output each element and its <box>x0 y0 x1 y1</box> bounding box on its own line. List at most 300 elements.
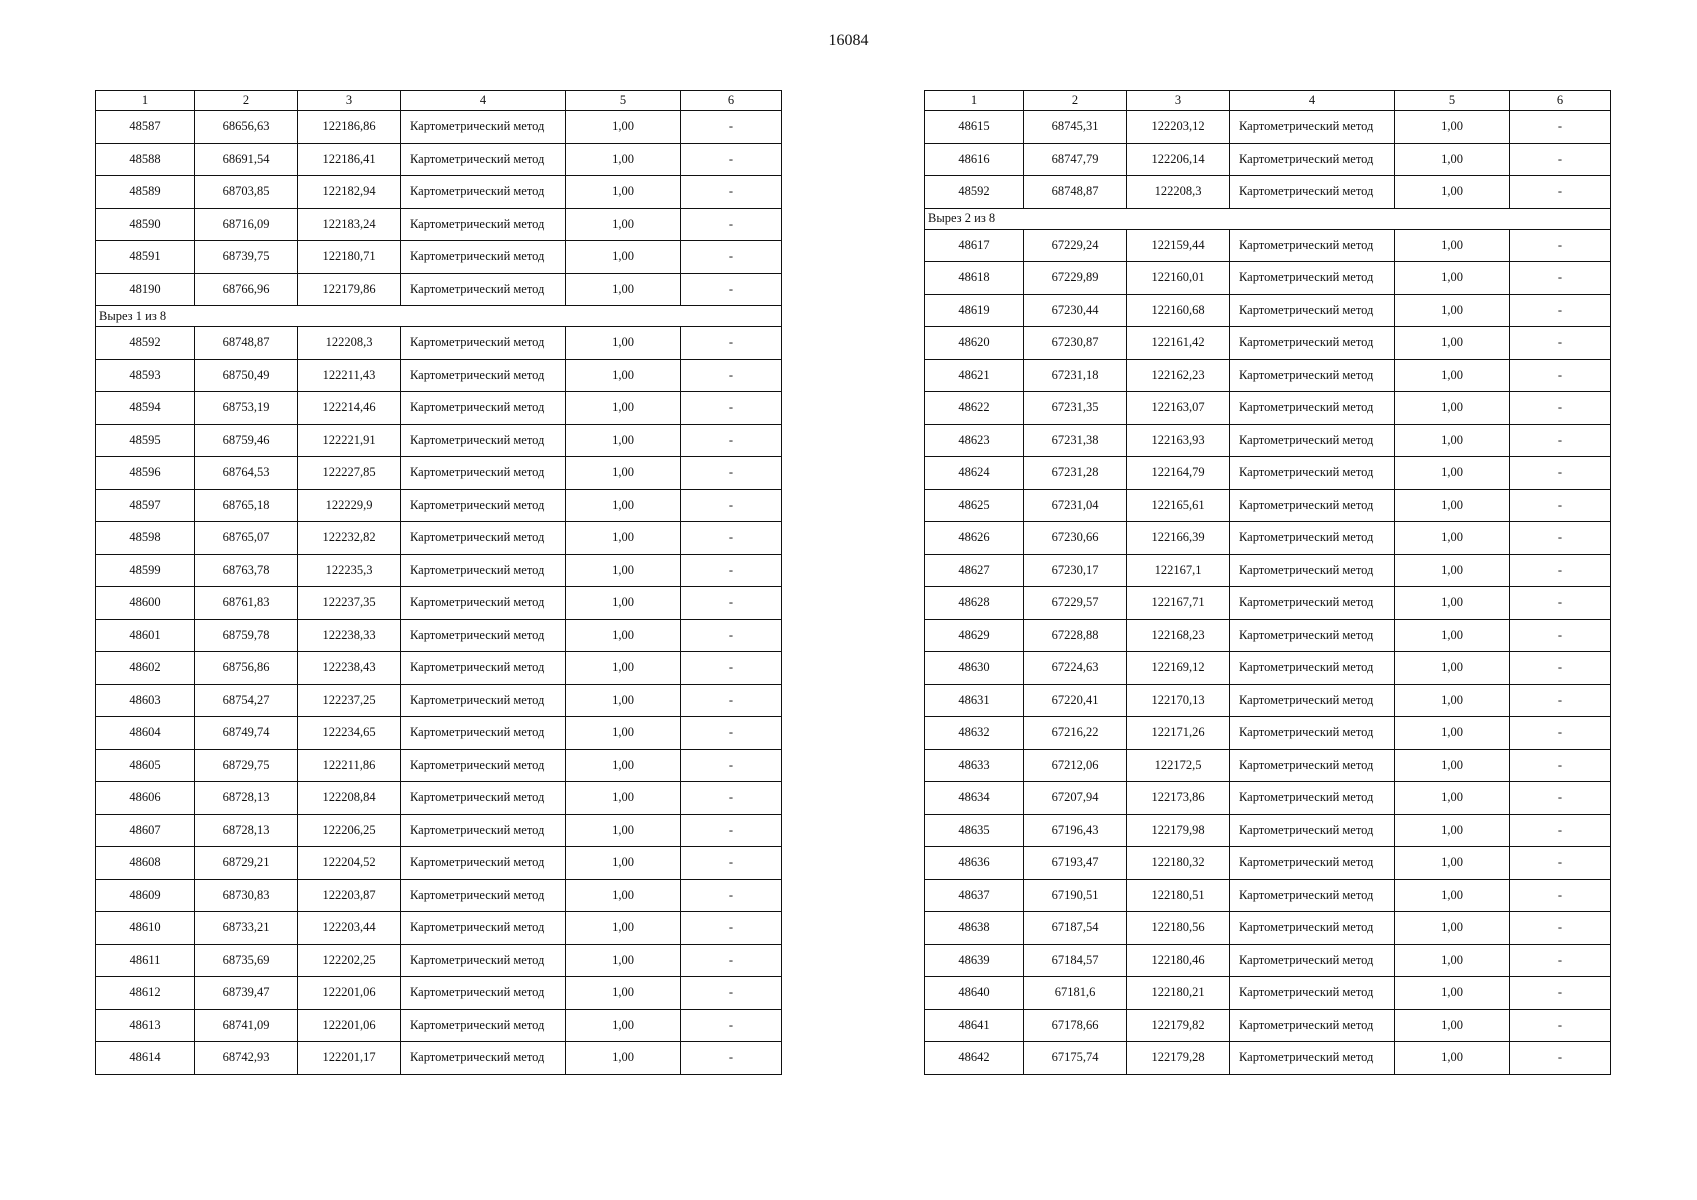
column-header: 4 <box>401 91 566 111</box>
description-cell: - <box>1510 327 1611 360</box>
method-cell: Картометрический метод <box>401 977 566 1010</box>
point-number-cell: 48597 <box>96 489 195 522</box>
x-coordinate-cell: 67230,87 <box>1024 327 1127 360</box>
description-cell: - <box>681 652 782 685</box>
y-coordinate-cell: 122173,86 <box>1127 782 1230 815</box>
x-coordinate-cell: 68766,96 <box>195 273 298 306</box>
point-number-cell: 48628 <box>925 587 1024 620</box>
table-row <box>925 879 1611 912</box>
description-cell: - <box>1510 1009 1611 1042</box>
x-coordinate-cell: 68761,83 <box>195 587 298 620</box>
description-cell: - <box>1510 554 1611 587</box>
table-row <box>96 111 782 144</box>
method-cell: Картометрический метод <box>401 619 566 652</box>
section-row <box>96 306 782 327</box>
point-number-cell: 48617 <box>925 229 1024 262</box>
description-cell: - <box>1510 522 1611 555</box>
method-cell: Картометрический метод <box>401 1009 566 1042</box>
point-number-cell: 48627 <box>925 554 1024 587</box>
point-number-cell: 48621 <box>925 359 1024 392</box>
method-cell: Картометрический метод <box>1230 327 1395 360</box>
table-row <box>96 912 782 945</box>
table-row <box>96 749 782 782</box>
x-coordinate-cell: 68729,21 <box>195 847 298 880</box>
description-cell: - <box>1510 359 1611 392</box>
y-coordinate-cell: 122208,84 <box>298 782 401 815</box>
point-number-cell: 48633 <box>925 749 1024 782</box>
method-cell: Картометрический метод <box>1230 424 1395 457</box>
description-cell: - <box>1510 176 1611 209</box>
description-cell: - <box>681 814 782 847</box>
y-coordinate-cell: 122203,12 <box>1127 111 1230 144</box>
x-coordinate-cell: 68759,78 <box>195 619 298 652</box>
table-row <box>96 717 782 750</box>
y-coordinate-cell: 122238,33 <box>298 619 401 652</box>
x-coordinate-cell: 67231,18 <box>1024 359 1127 392</box>
accuracy-cell: 1,00 <box>1395 652 1510 685</box>
description-cell: - <box>681 554 782 587</box>
accuracy-cell: 1,00 <box>566 522 681 555</box>
method-cell: Картометрический метод <box>401 684 566 717</box>
point-number-cell: 48606 <box>96 782 195 815</box>
table-row <box>96 522 782 555</box>
y-coordinate-cell: 122167,1 <box>1127 554 1230 587</box>
point-number-cell: 48600 <box>96 587 195 620</box>
x-coordinate-cell: 67220,41 <box>1024 684 1127 717</box>
point-number-cell: 48638 <box>925 912 1024 945</box>
description-cell: - <box>681 241 782 274</box>
x-coordinate-cell: 68756,86 <box>195 652 298 685</box>
table-row <box>925 1009 1611 1042</box>
y-coordinate-cell: 122186,41 <box>298 143 401 176</box>
x-coordinate-cell: 68739,47 <box>195 977 298 1010</box>
table-row <box>925 619 1611 652</box>
accuracy-cell: 1,00 <box>1395 392 1510 425</box>
method-cell: Картометрический метод <box>401 782 566 815</box>
x-coordinate-cell: 68742,93 <box>195 1042 298 1075</box>
description-cell: - <box>681 208 782 241</box>
column-header: 2 <box>195 91 298 111</box>
accuracy-cell: 1,00 <box>566 176 681 209</box>
point-number-cell: 48599 <box>96 554 195 587</box>
y-coordinate-cell: 122161,42 <box>1127 327 1230 360</box>
description-cell: - <box>681 782 782 815</box>
table-row <box>925 684 1611 717</box>
table-row <box>925 262 1611 295</box>
description-cell: - <box>1510 749 1611 782</box>
table-row <box>925 294 1611 327</box>
point-number-cell: 48590 <box>96 208 195 241</box>
table-row <box>925 457 1611 490</box>
table-row <box>96 208 782 241</box>
y-coordinate-cell: 122163,07 <box>1127 392 1230 425</box>
point-number-cell: 48623 <box>925 424 1024 457</box>
description-cell: - <box>681 912 782 945</box>
x-coordinate-cell: 68759,46 <box>195 424 298 457</box>
point-number-cell: 48637 <box>925 879 1024 912</box>
description-cell: - <box>1510 977 1611 1010</box>
table-row <box>925 554 1611 587</box>
y-coordinate-cell: 122201,17 <box>298 1042 401 1075</box>
point-number-cell: 48598 <box>96 522 195 555</box>
section-label: Вырез 2 из 8 <box>925 208 1611 229</box>
y-coordinate-cell: 122203,44 <box>298 912 401 945</box>
accuracy-cell: 1,00 <box>566 111 681 144</box>
x-coordinate-cell: 67196,43 <box>1024 814 1127 847</box>
x-coordinate-cell: 67175,74 <box>1024 1042 1127 1075</box>
method-cell: Картометрический метод <box>401 944 566 977</box>
point-number-cell: 48602 <box>96 652 195 685</box>
x-coordinate-cell: 68741,09 <box>195 1009 298 1042</box>
accuracy-cell: 1,00 <box>1395 944 1510 977</box>
description-cell: - <box>1510 262 1611 295</box>
table-row <box>96 327 782 360</box>
point-number-cell: 48624 <box>925 457 1024 490</box>
y-coordinate-cell: 122179,98 <box>1127 814 1230 847</box>
point-number-cell: 48619 <box>925 294 1024 327</box>
y-coordinate-cell: 122208,3 <box>1127 176 1230 209</box>
y-coordinate-cell: 122179,28 <box>1127 1042 1230 1075</box>
page-number: 16084 <box>828 32 869 49</box>
y-coordinate-cell: 122237,25 <box>298 684 401 717</box>
accuracy-cell: 1,00 <box>1395 522 1510 555</box>
y-coordinate-cell: 122162,23 <box>1127 359 1230 392</box>
method-cell: Картометрический метод <box>1230 262 1395 295</box>
method-cell: Картометрический метод <box>401 392 566 425</box>
x-coordinate-cell: 68748,87 <box>195 327 298 360</box>
table-row <box>96 176 782 209</box>
method-cell: Картометрический метод <box>401 879 566 912</box>
method-cell: Картометрический метод <box>1230 111 1395 144</box>
table-row <box>96 944 782 977</box>
method-cell: Картометрический метод <box>1230 684 1395 717</box>
x-coordinate-cell: 68763,78 <box>195 554 298 587</box>
description-cell: - <box>1510 143 1611 176</box>
table-header-row <box>925 91 1611 111</box>
y-coordinate-cell: 122172,5 <box>1127 749 1230 782</box>
x-coordinate-cell: 68754,27 <box>195 684 298 717</box>
accuracy-cell: 1,00 <box>1395 1009 1510 1042</box>
y-coordinate-cell: 122227,85 <box>298 457 401 490</box>
point-number-cell: 48615 <box>925 111 1024 144</box>
accuracy-cell: 1,00 <box>566 208 681 241</box>
table-row <box>96 554 782 587</box>
description-cell: - <box>681 684 782 717</box>
method-cell: Картометрический метод <box>401 717 566 750</box>
accuracy-cell: 1,00 <box>1395 294 1510 327</box>
table-row <box>96 273 782 306</box>
accuracy-cell: 1,00 <box>566 879 681 912</box>
accuracy-cell: 1,00 <box>566 814 681 847</box>
column-header: 6 <box>681 91 782 111</box>
description-cell: - <box>681 273 782 306</box>
x-coordinate-cell: 68730,83 <box>195 879 298 912</box>
x-coordinate-cell: 68716,09 <box>195 208 298 241</box>
description-cell: - <box>681 847 782 880</box>
y-coordinate-cell: 122170,13 <box>1127 684 1230 717</box>
table-row <box>96 392 782 425</box>
y-coordinate-cell: 122238,43 <box>298 652 401 685</box>
method-cell: Картометрический метод <box>401 359 566 392</box>
point-number-cell: 48592 <box>96 327 195 360</box>
description-cell: - <box>681 1009 782 1042</box>
point-number-cell: 48620 <box>925 327 1024 360</box>
description-cell: - <box>1510 684 1611 717</box>
description-cell: - <box>681 489 782 522</box>
description-cell: - <box>681 944 782 977</box>
description-cell: - <box>1510 717 1611 750</box>
accuracy-cell: 1,00 <box>566 684 681 717</box>
point-number-cell: 48614 <box>96 1042 195 1075</box>
x-coordinate-cell: 68764,53 <box>195 457 298 490</box>
coordinates-table-right <box>924 90 1611 1075</box>
accuracy-cell: 1,00 <box>566 241 681 274</box>
accuracy-cell: 1,00 <box>1395 619 1510 652</box>
accuracy-cell: 1,00 <box>1395 782 1510 815</box>
y-coordinate-cell: 122202,25 <box>298 944 401 977</box>
point-number-cell: 48190 <box>96 273 195 306</box>
description-cell: - <box>1510 619 1611 652</box>
x-coordinate-cell: 67216,22 <box>1024 717 1127 750</box>
x-coordinate-cell: 68745,31 <box>1024 111 1127 144</box>
accuracy-cell: 1,00 <box>1395 1042 1510 1075</box>
x-coordinate-cell: 68747,79 <box>1024 143 1127 176</box>
point-number-cell: 48592 <box>925 176 1024 209</box>
accuracy-cell: 1,00 <box>1395 457 1510 490</box>
description-cell: - <box>1510 847 1611 880</box>
description-cell: - <box>681 111 782 144</box>
table-row <box>925 392 1611 425</box>
accuracy-cell: 1,00 <box>566 392 681 425</box>
x-coordinate-cell: 67228,88 <box>1024 619 1127 652</box>
point-number-cell: 48613 <box>96 1009 195 1042</box>
method-cell: Картометрический метод <box>401 814 566 847</box>
y-coordinate-cell: 122201,06 <box>298 977 401 1010</box>
description-cell: - <box>681 587 782 620</box>
description-cell: - <box>681 1042 782 1075</box>
table-row <box>96 1009 782 1042</box>
y-coordinate-cell: 122171,26 <box>1127 717 1230 750</box>
column-header: 4 <box>1230 91 1395 111</box>
method-cell: Картометрический метод <box>401 522 566 555</box>
accuracy-cell: 1,00 <box>566 782 681 815</box>
description-cell: - <box>1510 944 1611 977</box>
table-row <box>925 717 1611 750</box>
point-number-cell: 48641 <box>925 1009 1024 1042</box>
accuracy-cell: 1,00 <box>1395 814 1510 847</box>
x-coordinate-cell: 67207,94 <box>1024 782 1127 815</box>
method-cell: Картометрический метод <box>1230 749 1395 782</box>
table-row <box>925 847 1611 880</box>
x-coordinate-cell: 67231,04 <box>1024 489 1127 522</box>
method-cell: Картометрический метод <box>401 241 566 274</box>
method-cell: Картометрический метод <box>1230 1042 1395 1075</box>
method-cell: Картометрический метод <box>1230 782 1395 815</box>
accuracy-cell: 1,00 <box>566 554 681 587</box>
point-number-cell: 48593 <box>96 359 195 392</box>
point-number-cell: 48642 <box>925 1042 1024 1075</box>
accuracy-cell: 1,00 <box>566 143 681 176</box>
accuracy-cell: 1,00 <box>566 489 681 522</box>
accuracy-cell: 1,00 <box>1395 262 1510 295</box>
column-header: 1 <box>925 91 1024 111</box>
x-coordinate-cell: 68750,49 <box>195 359 298 392</box>
x-coordinate-cell: 67229,89 <box>1024 262 1127 295</box>
table-row <box>925 176 1611 209</box>
description-cell: - <box>681 522 782 555</box>
column-header: 5 <box>566 91 681 111</box>
table-row <box>96 457 782 490</box>
description-cell: - <box>681 359 782 392</box>
description-cell: - <box>1510 879 1611 912</box>
description-cell: - <box>681 457 782 490</box>
x-coordinate-cell: 68735,69 <box>195 944 298 977</box>
x-coordinate-cell: 68729,75 <box>195 749 298 782</box>
accuracy-cell: 1,00 <box>1395 359 1510 392</box>
point-number-cell: 48603 <box>96 684 195 717</box>
x-coordinate-cell: 67212,06 <box>1024 749 1127 782</box>
table-row <box>96 587 782 620</box>
accuracy-cell: 1,00 <box>1395 176 1510 209</box>
y-coordinate-cell: 122180,51 <box>1127 879 1230 912</box>
y-coordinate-cell: 122160,68 <box>1127 294 1230 327</box>
x-coordinate-cell: 67193,47 <box>1024 847 1127 880</box>
point-number-cell: 48631 <box>925 684 1024 717</box>
description-cell: - <box>1510 111 1611 144</box>
description-cell: - <box>1510 1042 1611 1075</box>
y-coordinate-cell: 122234,65 <box>298 717 401 750</box>
x-coordinate-cell: 67187,54 <box>1024 912 1127 945</box>
method-cell: Картометрический метод <box>1230 619 1395 652</box>
description-cell: - <box>1510 229 1611 262</box>
point-number-cell: 48639 <box>925 944 1024 977</box>
accuracy-cell: 1,00 <box>566 424 681 457</box>
method-cell: Картометрический метод <box>1230 554 1395 587</box>
accuracy-cell: 1,00 <box>1395 717 1510 750</box>
x-coordinate-cell: 67190,51 <box>1024 879 1127 912</box>
y-coordinate-cell: 122180,56 <box>1127 912 1230 945</box>
y-coordinate-cell: 122208,3 <box>298 327 401 360</box>
x-coordinate-cell: 67230,17 <box>1024 554 1127 587</box>
table-row <box>96 652 782 685</box>
table-row <box>925 359 1611 392</box>
point-number-cell: 48594 <box>96 392 195 425</box>
x-coordinate-cell: 67229,24 <box>1024 229 1127 262</box>
table-row <box>96 977 782 1010</box>
accuracy-cell: 1,00 <box>566 912 681 945</box>
table-row <box>925 814 1611 847</box>
method-cell: Картометрический метод <box>1230 294 1395 327</box>
x-coordinate-cell: 68739,75 <box>195 241 298 274</box>
x-coordinate-cell: 67231,35 <box>1024 392 1127 425</box>
table-row <box>925 522 1611 555</box>
section-label: Вырез 1 из 8 <box>96 306 782 327</box>
table-row <box>925 1042 1611 1075</box>
accuracy-cell: 1,00 <box>1395 684 1510 717</box>
x-coordinate-cell: 68765,07 <box>195 522 298 555</box>
table-row <box>96 847 782 880</box>
method-cell: Картометрический метод <box>401 457 566 490</box>
y-coordinate-cell: 122166,39 <box>1127 522 1230 555</box>
point-number-cell: 48601 <box>96 619 195 652</box>
column-header: 3 <box>1127 91 1230 111</box>
point-number-cell: 48604 <box>96 717 195 750</box>
accuracy-cell: 1,00 <box>1395 111 1510 144</box>
accuracy-cell: 1,00 <box>1395 847 1510 880</box>
description-cell: - <box>1510 912 1611 945</box>
point-number-cell: 48626 <box>925 522 1024 555</box>
y-coordinate-cell: 122182,94 <box>298 176 401 209</box>
method-cell: Картометрический метод <box>1230 522 1395 555</box>
y-coordinate-cell: 122169,12 <box>1127 652 1230 685</box>
x-coordinate-cell: 68765,18 <box>195 489 298 522</box>
y-coordinate-cell: 122163,93 <box>1127 424 1230 457</box>
x-coordinate-cell: 68733,21 <box>195 912 298 945</box>
y-coordinate-cell: 122235,3 <box>298 554 401 587</box>
accuracy-cell: 1,00 <box>566 1009 681 1042</box>
x-coordinate-cell: 67178,66 <box>1024 1009 1127 1042</box>
method-cell: Картометрический метод <box>401 273 566 306</box>
x-coordinate-cell: 68728,13 <box>195 782 298 815</box>
method-cell: Картометрический метод <box>1230 879 1395 912</box>
description-cell: - <box>681 619 782 652</box>
accuracy-cell: 1,00 <box>1395 489 1510 522</box>
point-number-cell: 48622 <box>925 392 1024 425</box>
method-cell: Картометрический метод <box>401 554 566 587</box>
point-number-cell: 48616 <box>925 143 1024 176</box>
description-cell: - <box>681 392 782 425</box>
table-row <box>925 977 1611 1010</box>
section-row <box>925 208 1611 229</box>
method-cell: Картометрический метод <box>1230 176 1395 209</box>
method-cell: Картометрический метод <box>401 327 566 360</box>
method-cell: Картометрический метод <box>401 912 566 945</box>
accuracy-cell: 1,00 <box>566 944 681 977</box>
description-cell: - <box>1510 814 1611 847</box>
table-row <box>96 814 782 847</box>
point-number-cell: 48632 <box>925 717 1024 750</box>
accuracy-cell: 1,00 <box>566 327 681 360</box>
y-coordinate-cell: 122183,24 <box>298 208 401 241</box>
y-coordinate-cell: 122214,46 <box>298 392 401 425</box>
y-coordinate-cell: 122232,82 <box>298 522 401 555</box>
point-number-cell: 48640 <box>925 977 1024 1010</box>
accuracy-cell: 1,00 <box>1395 143 1510 176</box>
description-cell: - <box>681 879 782 912</box>
method-cell: Картометрический метод <box>1230 814 1395 847</box>
accuracy-cell: 1,00 <box>566 977 681 1010</box>
table-row <box>925 782 1611 815</box>
method-cell: Картометрический метод <box>401 489 566 522</box>
description-cell: - <box>681 977 782 1010</box>
table-row <box>925 749 1611 782</box>
y-coordinate-cell: 122211,43 <box>298 359 401 392</box>
x-coordinate-cell: 67231,28 <box>1024 457 1127 490</box>
x-coordinate-cell: 67230,44 <box>1024 294 1127 327</box>
point-number-cell: 48607 <box>96 814 195 847</box>
accuracy-cell: 1,00 <box>1395 327 1510 360</box>
x-coordinate-cell: 68748,87 <box>1024 176 1127 209</box>
y-coordinate-cell: 122204,52 <box>298 847 401 880</box>
y-coordinate-cell: 122168,23 <box>1127 619 1230 652</box>
accuracy-cell: 1,00 <box>566 652 681 685</box>
table-header-row <box>96 91 782 111</box>
point-number-cell: 48608 <box>96 847 195 880</box>
method-cell: Картометрический метод <box>401 424 566 457</box>
column-header: 6 <box>1510 91 1611 111</box>
y-coordinate-cell: 122179,82 <box>1127 1009 1230 1042</box>
accuracy-cell: 1,00 <box>566 749 681 782</box>
